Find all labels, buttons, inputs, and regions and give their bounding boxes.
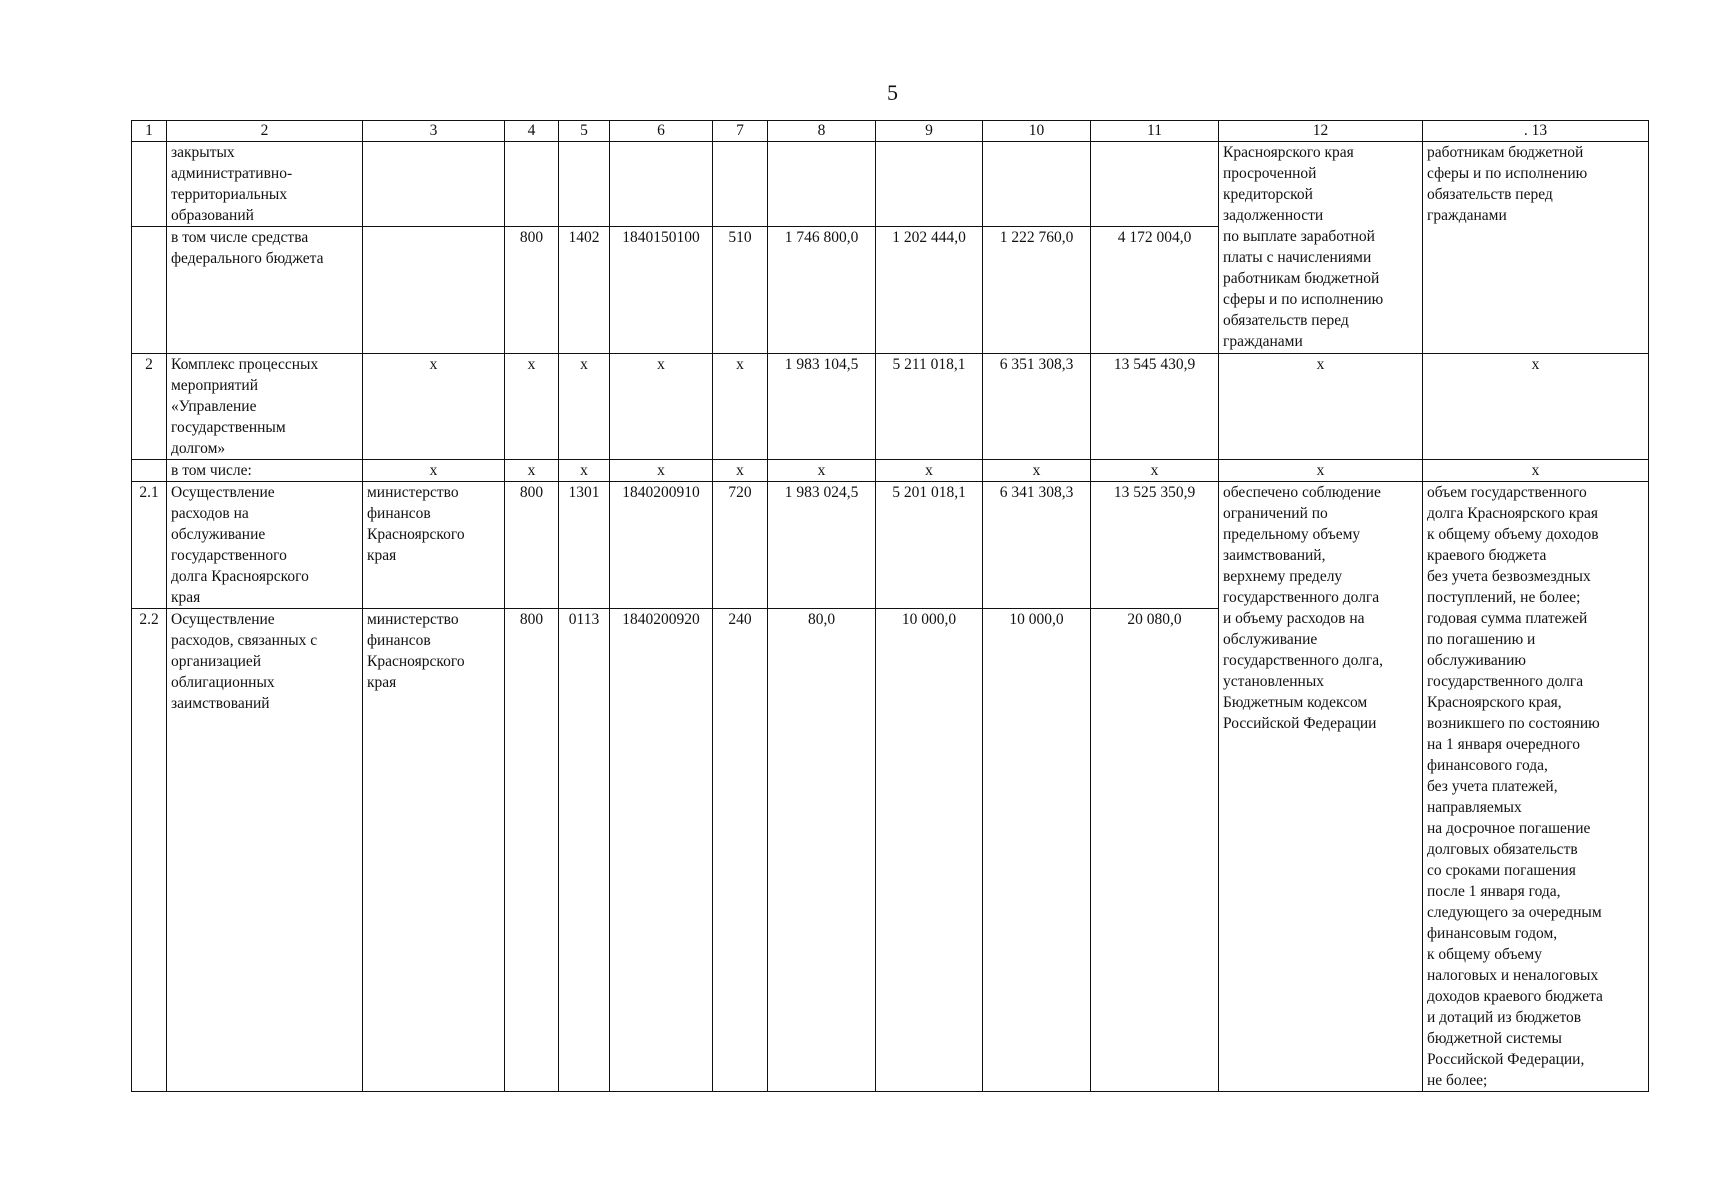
cell: 720 xyxy=(713,482,768,609)
header-cell: . 13 xyxy=(1423,121,1649,142)
cell: x xyxy=(1219,354,1423,460)
cell: 6 341 308,3 xyxy=(983,482,1091,609)
cell: 0113 xyxy=(559,609,610,1092)
indicator-cell: работникам бюджетной сферы и по исполнению обязательств перед гражданами xyxy=(1423,142,1649,354)
cell: 80,0 xyxy=(768,609,876,1092)
cell: 800 xyxy=(505,227,559,354)
row-name: Комплекс процессных мероприятий «Управление государственным долгом» xyxy=(167,354,363,460)
cell xyxy=(713,142,768,227)
cell xyxy=(610,142,713,227)
header-cell: 4 xyxy=(505,121,559,142)
cell: 5 211 018,1 xyxy=(876,354,983,460)
cell: 1 983 024,5 xyxy=(768,482,876,609)
cell xyxy=(876,142,983,227)
row-number xyxy=(132,227,167,354)
header-cell: 11 xyxy=(1091,121,1219,142)
budget-table xyxy=(131,120,1649,1092)
cell: 10 000,0 xyxy=(876,609,983,1092)
cell xyxy=(983,142,1091,227)
responsible: министерство финансов Красноярского края xyxy=(363,609,505,1092)
cell: 800 xyxy=(505,609,559,1092)
cell: x xyxy=(559,460,610,482)
cell: 1301 xyxy=(559,482,610,609)
cell: 1840200920 xyxy=(610,609,713,1092)
cell: x xyxy=(363,354,505,460)
cell: 5 201 018,1 xyxy=(876,482,983,609)
header-cell: 1 xyxy=(132,121,167,142)
cell: 800 xyxy=(505,482,559,609)
cell: 1840200910 xyxy=(610,482,713,609)
responsible: министерство финансов Красноярского края xyxy=(363,482,505,609)
cell: x xyxy=(1091,460,1219,482)
table-row xyxy=(132,460,1649,482)
row-number: 2.1 xyxy=(132,482,167,609)
cell xyxy=(363,227,505,354)
header-row xyxy=(132,121,1649,142)
cell: 1 202 444,0 xyxy=(876,227,983,354)
cell: x xyxy=(1423,354,1649,460)
row-name: закрытых административно- территориальных образований xyxy=(167,142,363,227)
row-name: в том числе средства федерального бюджета xyxy=(167,227,363,354)
result-cell: обеспечено соблюдение ограничений по предельному объему заимствований, верхнему пределу государственного долга и объему расходов на обслуживание государственного долга, установленных Бюджетным кодексом Российской Федерации xyxy=(1219,482,1423,1092)
indicator-cell: объем государственного долга Красноярского края к общему объему доходов краевого бюджета без учета безвозмездных поступлений, не более; годовая сумма платежей по погашению и обслуживанию государственного долга Красноярского края, возникшего по состоянию на 1 января очередного финансового года, без учета платежей, направляемых на досрочное погашение долговых обязательств со сроками погашения после 1 января года, следующего за очередным финансовым годом, к общему объему налоговых и неналоговых доходов краевого бюджета и дотаций из бюджетов бюджетной системы Российской Федерации, не более; xyxy=(1423,482,1649,1092)
row-number: 2 xyxy=(132,354,167,460)
cell: x xyxy=(876,460,983,482)
header-cell: 8 xyxy=(768,121,876,142)
cell: 4 172 004,0 xyxy=(1091,227,1219,354)
cell xyxy=(505,142,559,227)
row-name: Осуществление расходов на обслуживание государственного долга Красноярского края xyxy=(167,482,363,609)
cell: 1 222 760,0 xyxy=(983,227,1091,354)
header-cell: 7 xyxy=(713,121,768,142)
cell: 13 525 350,9 xyxy=(1091,482,1219,609)
table-row xyxy=(132,482,1649,609)
cell: 240 xyxy=(713,609,768,1092)
cell: 20 080,0 xyxy=(1091,609,1219,1092)
cell: x xyxy=(1219,460,1423,482)
cell xyxy=(1091,142,1219,227)
cell: x xyxy=(768,460,876,482)
result-cell: Красноярского края просроченной кредиторской задолженности по выплате заработной платы с начислениями работникам бюджетной сферы и по исполнению обязательств перед гражданами xyxy=(1219,142,1423,354)
cell xyxy=(768,142,876,227)
cell: x xyxy=(363,460,505,482)
header-cell: 2 xyxy=(167,121,363,142)
header-cell: 10 xyxy=(983,121,1091,142)
cell xyxy=(559,142,610,227)
row-name: Осуществление расходов, связанных с организацией облигационных заимствований xyxy=(167,609,363,1092)
page-number: 5 xyxy=(887,80,898,105)
cell: 6 351 308,3 xyxy=(983,354,1091,460)
cell: 1402 xyxy=(559,227,610,354)
cell: 1840150100 xyxy=(610,227,713,354)
cell: 13 545 430,9 xyxy=(1091,354,1219,460)
cell: x xyxy=(610,460,713,482)
cell xyxy=(363,142,505,227)
cell: x xyxy=(505,354,559,460)
cell: 510 xyxy=(713,227,768,354)
cell: x xyxy=(713,460,768,482)
row-name: в том числе: xyxy=(167,460,363,482)
header-cell: 3 xyxy=(363,121,505,142)
cell: 1 983 104,5 xyxy=(768,354,876,460)
header-cell: 9 xyxy=(876,121,983,142)
table-row xyxy=(132,354,1649,460)
header-cell: 5 xyxy=(559,121,610,142)
table-row xyxy=(132,142,1649,227)
cell: x xyxy=(505,460,559,482)
row-number: 2.2 xyxy=(132,609,167,1092)
cell: 10 000,0 xyxy=(983,609,1091,1092)
cell: x xyxy=(610,354,713,460)
row-number xyxy=(132,142,167,227)
cell: x xyxy=(1423,460,1649,482)
cell: 1 746 800,0 xyxy=(768,227,876,354)
cell: x xyxy=(559,354,610,460)
row-number xyxy=(132,460,167,482)
header-cell: 6 xyxy=(610,121,713,142)
header-cell: 12 xyxy=(1219,121,1423,142)
cell: x xyxy=(983,460,1091,482)
cell: x xyxy=(713,354,768,460)
